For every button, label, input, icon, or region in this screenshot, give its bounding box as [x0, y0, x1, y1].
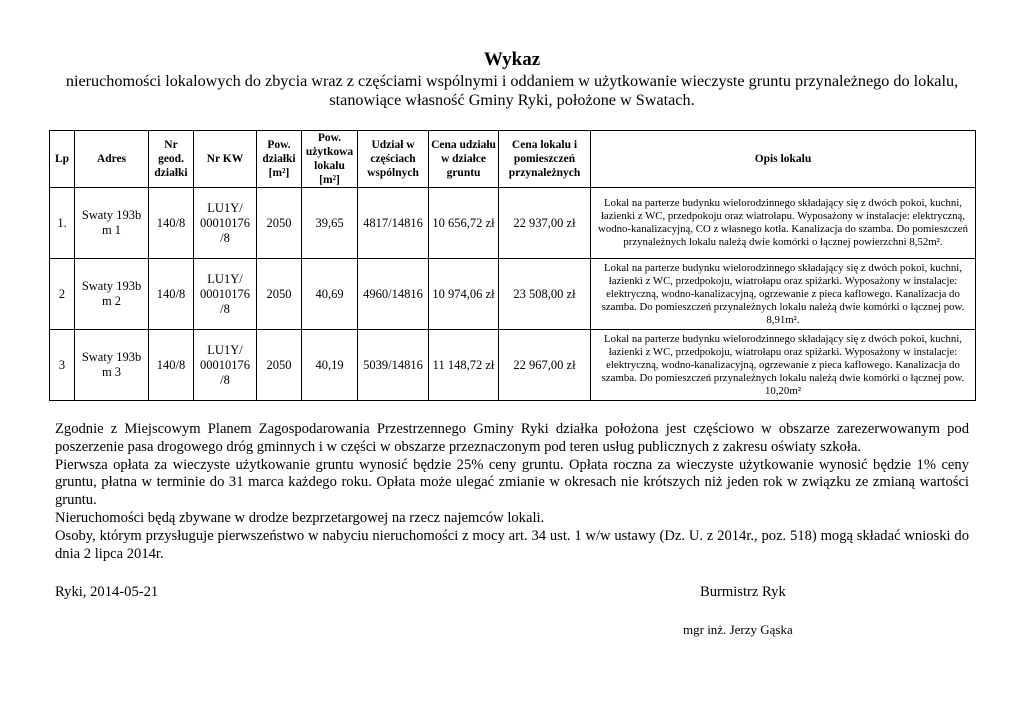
cell-pow-dzialki: 2050	[257, 259, 302, 330]
place-date: Ryki, 2014-05-21	[55, 584, 159, 600]
cell-pow-uzytkowa: 40,69	[302, 259, 358, 330]
note-sale-mode: Nieruchomości będą zbywane w drodze bezprzetargowej na rzecz najemców lokali.	[55, 509, 545, 526]
signer-title: Burmistrz Ryk	[700, 584, 786, 600]
cell-opis: Lokal na parterze budynku wielorodzinnego składający się z dwóch pokoi, kuchni, łazienki z WC, przedpokoju oraz wiatrołapu. Wyposażony w instalacje: elektryczną, wodno-kanalizacyjną, CO z własnego kotła. Kanalizacja do szamba. Do pomieszczeń przynależnych lokalu należą dwie komórki o łącznej powierzchni 8,52m².	[591, 188, 976, 259]
header-nr-geod: Nr geod. działki	[149, 131, 194, 188]
header-cena-lokalu: Cena lokalu i pomieszczeń przynależnych	[499, 131, 591, 188]
note-priority: Osoby, którym przysługuje pierwszeństwo w nabyciu nieruchomości z mocy art. 34 ust. 1 w/w ustawy (Dz. U. z 2014r., poz. 518) mogą składać wnioski do dnia 2 lipca 2014r.	[55, 527, 969, 562]
cell-cena-udzialu: 10 974,06 zł	[429, 259, 499, 330]
table-row	[50, 259, 976, 330]
cell-adres: Swaty 193b m 3	[75, 330, 149, 401]
cell-cena-udzialu: 11 148,72 zł	[429, 330, 499, 401]
cell-opis: Lokal na parterze budynku wielorodzinnego składający się z dwóch pokoi, kuchni, łazienki z WC, przedpokoju, wiatrołapu oraz spiżarki. Wyposażony w instalacje: elektryczną, wodno-kanalizacyjną, ogrzewanie z pieca kaflowego. Kanalizacja do szamba. Do pomieszczeń przynależnych lokalu należą dwie komórki o łącznej pow. 10,20m²	[591, 330, 976, 401]
header-adres: Adres	[75, 131, 149, 188]
cell-lp: 1.	[50, 188, 75, 259]
cell-cena-lokalu: 22 937,00 zł	[499, 188, 591, 259]
header-opis: Opis lokalu	[591, 131, 976, 188]
header-pow-dzialki: Pow. działki [m²]	[257, 131, 302, 188]
header-pow-uzytkowa: Pow. użytkowa lokalu [m²]	[302, 131, 358, 188]
document-subtitle: nieruchomości lokalowych do zbycia wraz z częściami wspólnymi i oddaniem w użytkowanie wieczyste gruntu przynależnego do lokalu, stanowiące własność Gminy Ryki, położone w Swatach.	[65, 72, 959, 109]
cell-udzial: 4817/14816	[358, 188, 429, 259]
cell-nr-geod: 140/8	[149, 330, 194, 401]
cell-adres: Swaty 193b m 2	[75, 259, 149, 330]
table-row	[50, 330, 976, 401]
cell-pow-dzialki: 2050	[257, 330, 302, 401]
cell-nr-geod: 140/8	[149, 259, 194, 330]
cell-nr-kw: LU1Y/ 00010176 /8	[194, 330, 257, 401]
cell-pow-uzytkowa: 40,19	[302, 330, 358, 401]
cell-nr-geod: 140/8	[149, 188, 194, 259]
cell-cena-lokalu: 22 967,00 zł	[499, 330, 591, 401]
cell-pow-dzialki: 2050	[257, 188, 302, 259]
cell-opis: Lokal na parterze budynku wielorodzinnego składający się z dwóch pokoi, kuchni, łazienki z WC, przedpokoju, wiatrołapu oraz spiżarki. Wyposażony w instalacje: elektryczną, wodno-kanalizacyjną, ogrzewanie z pieca kaflowego. Kanalizacja do szamba. Do pomieszczeń przynależnych lokalu należą dwie komórki o łącznej pow. 8,91m².	[591, 259, 976, 330]
header-lp: Lp	[50, 131, 75, 188]
cell-adres: Swaty 193b m 1	[75, 188, 149, 259]
cell-udzial: 5039/14816	[358, 330, 429, 401]
cell-pow-uzytkowa: 39,65	[302, 188, 358, 259]
note-fees: Pierwsza opłata za wieczyste użytkowanie gruntu wynosić będzie 25% ceny gruntu. Opłata roczna za wieczyste użytkowanie wynosić będzie 1% ceny gruntu, płatna w terminie do 31 marca każdego roku. Opłata może ulegać zmianie w okresach nie krótszych niż jeden rok w związku ze zmianą wartości gruntu.	[55, 456, 969, 509]
document-title: Wykaz	[483, 49, 541, 70]
cell-nr-kw: LU1Y/ 00010176 /8	[194, 259, 257, 330]
notes-section	[55, 421, 969, 563]
cell-lp: 3	[50, 330, 75, 401]
table-header-row	[50, 131, 976, 188]
cell-udzial: 4960/14816	[358, 259, 429, 330]
signer-name: mgr inż. Jerzy Gąska	[683, 622, 793, 637]
header-nr-kw: Nr KW	[194, 131, 257, 188]
note-zoning: Zgodnie z Miejscowym Planem Zagospodarowania Przestrzennego Gminy Ryki działka położona jest częściowo w obszarze zarezerwowanym pod poszerzenie pasa drogowego dróg gminnych i w części w obszarze przeznaczonym pod teren usług publicznych z zakresu oświaty szkoła.	[55, 421, 969, 455]
property-table	[49, 130, 976, 401]
header-cena-udzialu: Cena udziału w działce gruntu	[429, 131, 499, 188]
header-udzial: Udział w częściach wspólnych	[358, 131, 429, 188]
cell-cena-lokalu: 23 508,00 zł	[499, 259, 591, 330]
cell-cena-udzialu: 10 656,72 zł	[429, 188, 499, 259]
cell-nr-kw: LU1Y/ 00010176 /8	[194, 188, 257, 259]
cell-lp: 2	[50, 259, 75, 330]
table-row	[50, 188, 976, 259]
